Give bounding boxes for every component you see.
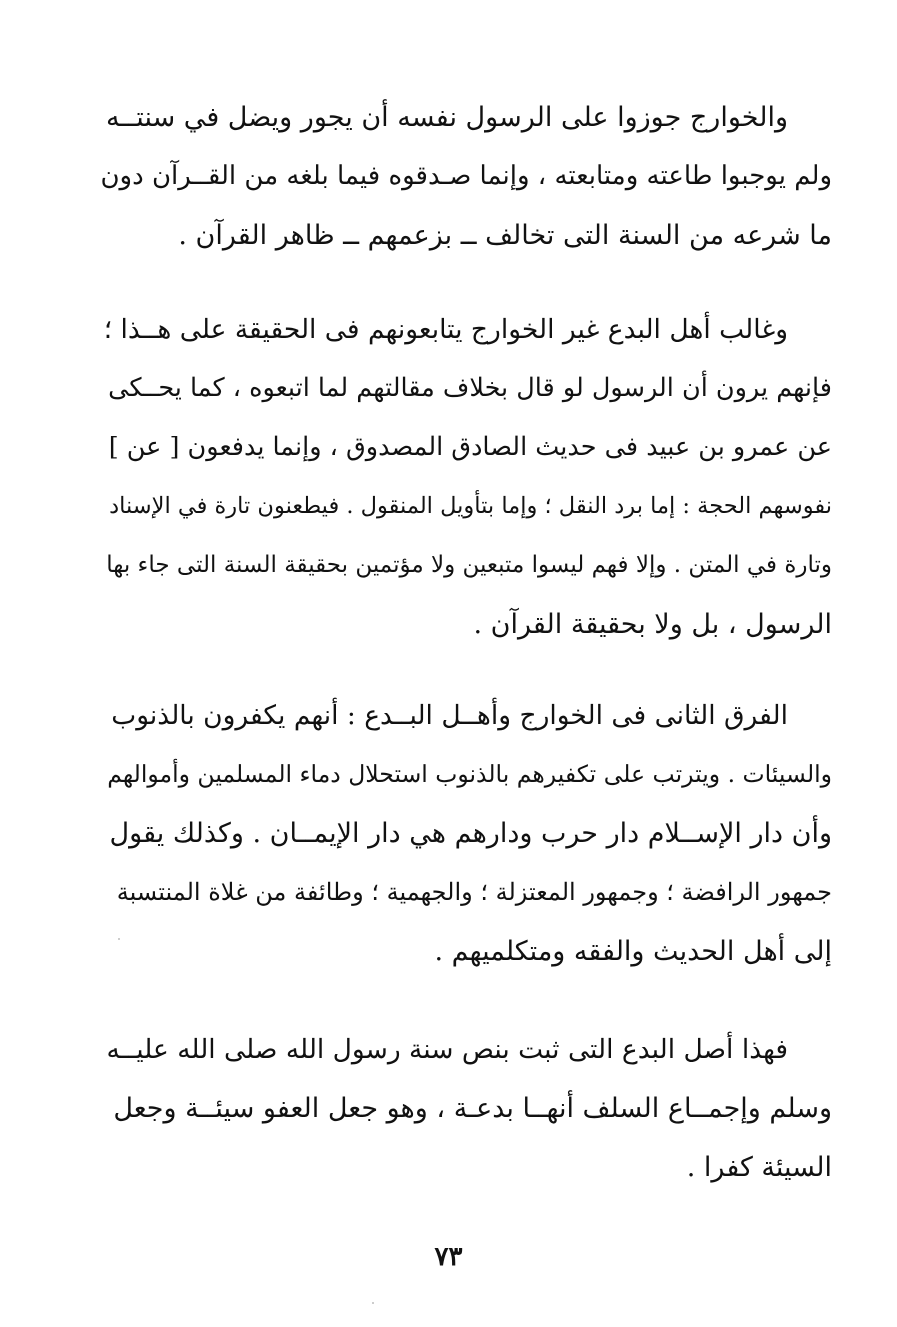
text-line: السيئة كفرا . [686,1152,832,1183]
scan-speck [118,938,120,940]
text-line: والسيئات . ويترتب على تكفيرهم بالذنوب استحلال دماء المسلمين وأموالهم [107,760,832,788]
text-line: ولم يوجبوا طاعته ومتابعته ، وإنما صـدقوه فيما بلغه من القــرآن دون [100,161,832,191]
text-line: وغالب أهل البدع غير الخوارج يتابعونهم فى الحقيقة على هــذا ؛ [103,314,788,345]
text-line: وسلم وإجمــاع السلف أنهــا بدعـة ، وهو جعل العفو سيئــة وجعل [113,1093,832,1124]
text-line: ما شرعه من السنة التى تخالف ــ بزعمهم ــ ظاهر القرآن . [178,220,832,251]
text-line: الفرق الثانى فى الخوارج وأهــل البــدع : أنهم يكفرون بالذنوب [111,700,788,731]
text-line: وتارة في المتن . وإلا فهم ليسوا متبعين ولا مؤتمين بحقيقة السنة التى جاء بها [106,552,832,578]
text-line: فإنهم يرون أن الرسول لو قال بخلاف مقالتهم لما اتبعوه ، كما يحــكى [108,373,832,403]
scan-speck [372,1302,374,1304]
text-line: نفوسهم الحجة : إما برد النقل ؛ وإما بتأويل المنقول . فيطعنون تارة في الإسناد [109,493,832,519]
paragraph-1 [100,88,832,265]
text-line: الرسول ، بل ولا بحقيقة القرآن . [473,609,832,640]
text-line: جمهور الرافضة ؛ وجمهور المعتزلة ؛ والجهمية ؛ وطائفة من غلاة المنتسبة [116,878,832,906]
text-line: وأن دار الإســلام دار حرب ودارهم هي دار الإيمــان . وكذلك يقول [109,818,832,849]
text-line: عن عمرو بن عبيد فى حديث الصادق المصدوق ، وإنما يدفعون [ عن ] [108,432,832,462]
text-line: والخوارج جوزوا على الرسول نفسه أن يجور ويضل في سنتــه [106,102,788,133]
paragraph-4 [100,1020,832,1197]
page-number: ٧٣ [434,1242,463,1272]
paragraph-2 [100,300,832,654]
text-line: فهذا أصل البدع التى ثبت بنص سنة رسول الله صلى الله عليــه [106,1034,788,1065]
text-line: إلى أهل الحديث والفقه ومتكلميهم . [434,936,832,967]
paragraph-3 [100,686,832,981]
